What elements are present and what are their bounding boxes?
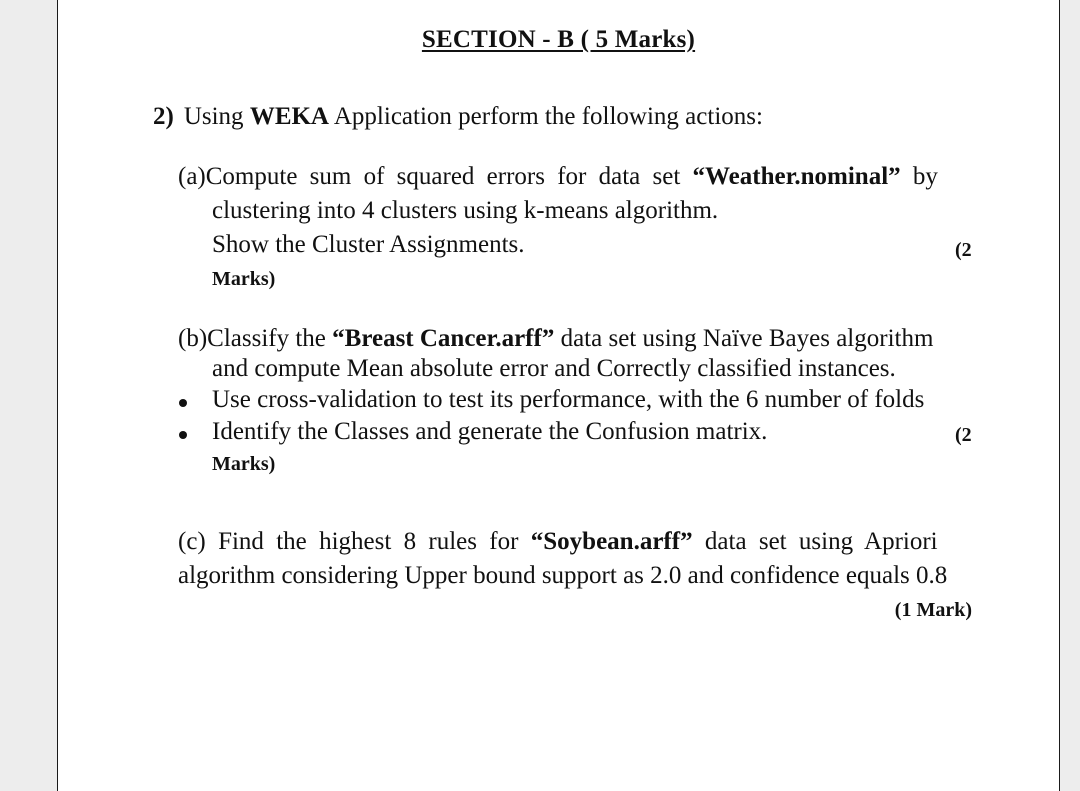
part-b-label: (b): [178, 325, 208, 352]
part-b-marks-open: (2: [955, 424, 972, 446]
question-intro-pre: Using: [183, 103, 250, 130]
part-b-line1-post: data set using Naïve Bayes algorithm: [554, 325, 934, 352]
part-a-line1: [178, 163, 938, 191]
part-a-line1-post: by: [900, 163, 938, 190]
part-b-marks-close: Marks): [212, 453, 276, 475]
part-c-label: (c): [178, 528, 206, 555]
part-c-line2: algorithm considering Upper bound support as 2.0 and confidence equals 0.8: [178, 562, 948, 589]
part-b-line2: and compute Mean absolute error and Correctly classified instances.: [212, 355, 896, 382]
section-title: SECTION - B ( 5 Marks): [421, 26, 696, 53]
part-a-line3: Show the Cluster Assignments.: [212, 231, 525, 258]
part-b-dataset: “Breast Cancer.arff”: [332, 325, 555, 352]
question-number: 2): [153, 103, 174, 130]
part-c-line1: [178, 528, 938, 556]
part-a-dataset: “Weather.nominal”: [692, 163, 901, 190]
part-b-line1: [178, 325, 933, 353]
part-b-bullet-2: Identify the Classes and generate the Confusion matrix.: [212, 418, 768, 445]
part-b-bullet-1: Use cross-validation to test its performance, with the 6 number of folds: [212, 386, 925, 413]
part-a-line2: clustering into 4 clusters using k-means algorithm.: [212, 197, 719, 224]
part-c-line1-pre: Find the highest 8 rules for: [218, 528, 531, 555]
part-a-line1-pre: Compute sum of squared errors for data set: [205, 163, 693, 190]
part-c-dataset: “Soybean.arff”: [530, 528, 693, 555]
part-a-marks-close: Marks): [212, 268, 276, 290]
part-a-label: (a): [178, 163, 206, 190]
document-page: [57, 0, 1060, 791]
part-c-marks: (1 Mark): [894, 599, 972, 621]
question-intro-bold: WEKA: [249, 103, 329, 130]
part-b-line1-pre: Classify the: [207, 325, 333, 352]
part-c-line1-post: data set using Apriori: [692, 528, 938, 555]
bullet-icon: [179, 399, 187, 407]
bullet-icon: [179, 431, 187, 439]
question-intro: [153, 103, 763, 131]
part-a-marks-open: (2: [955, 239, 972, 261]
question-intro-post: Application perform the following actions:: [329, 103, 763, 130]
